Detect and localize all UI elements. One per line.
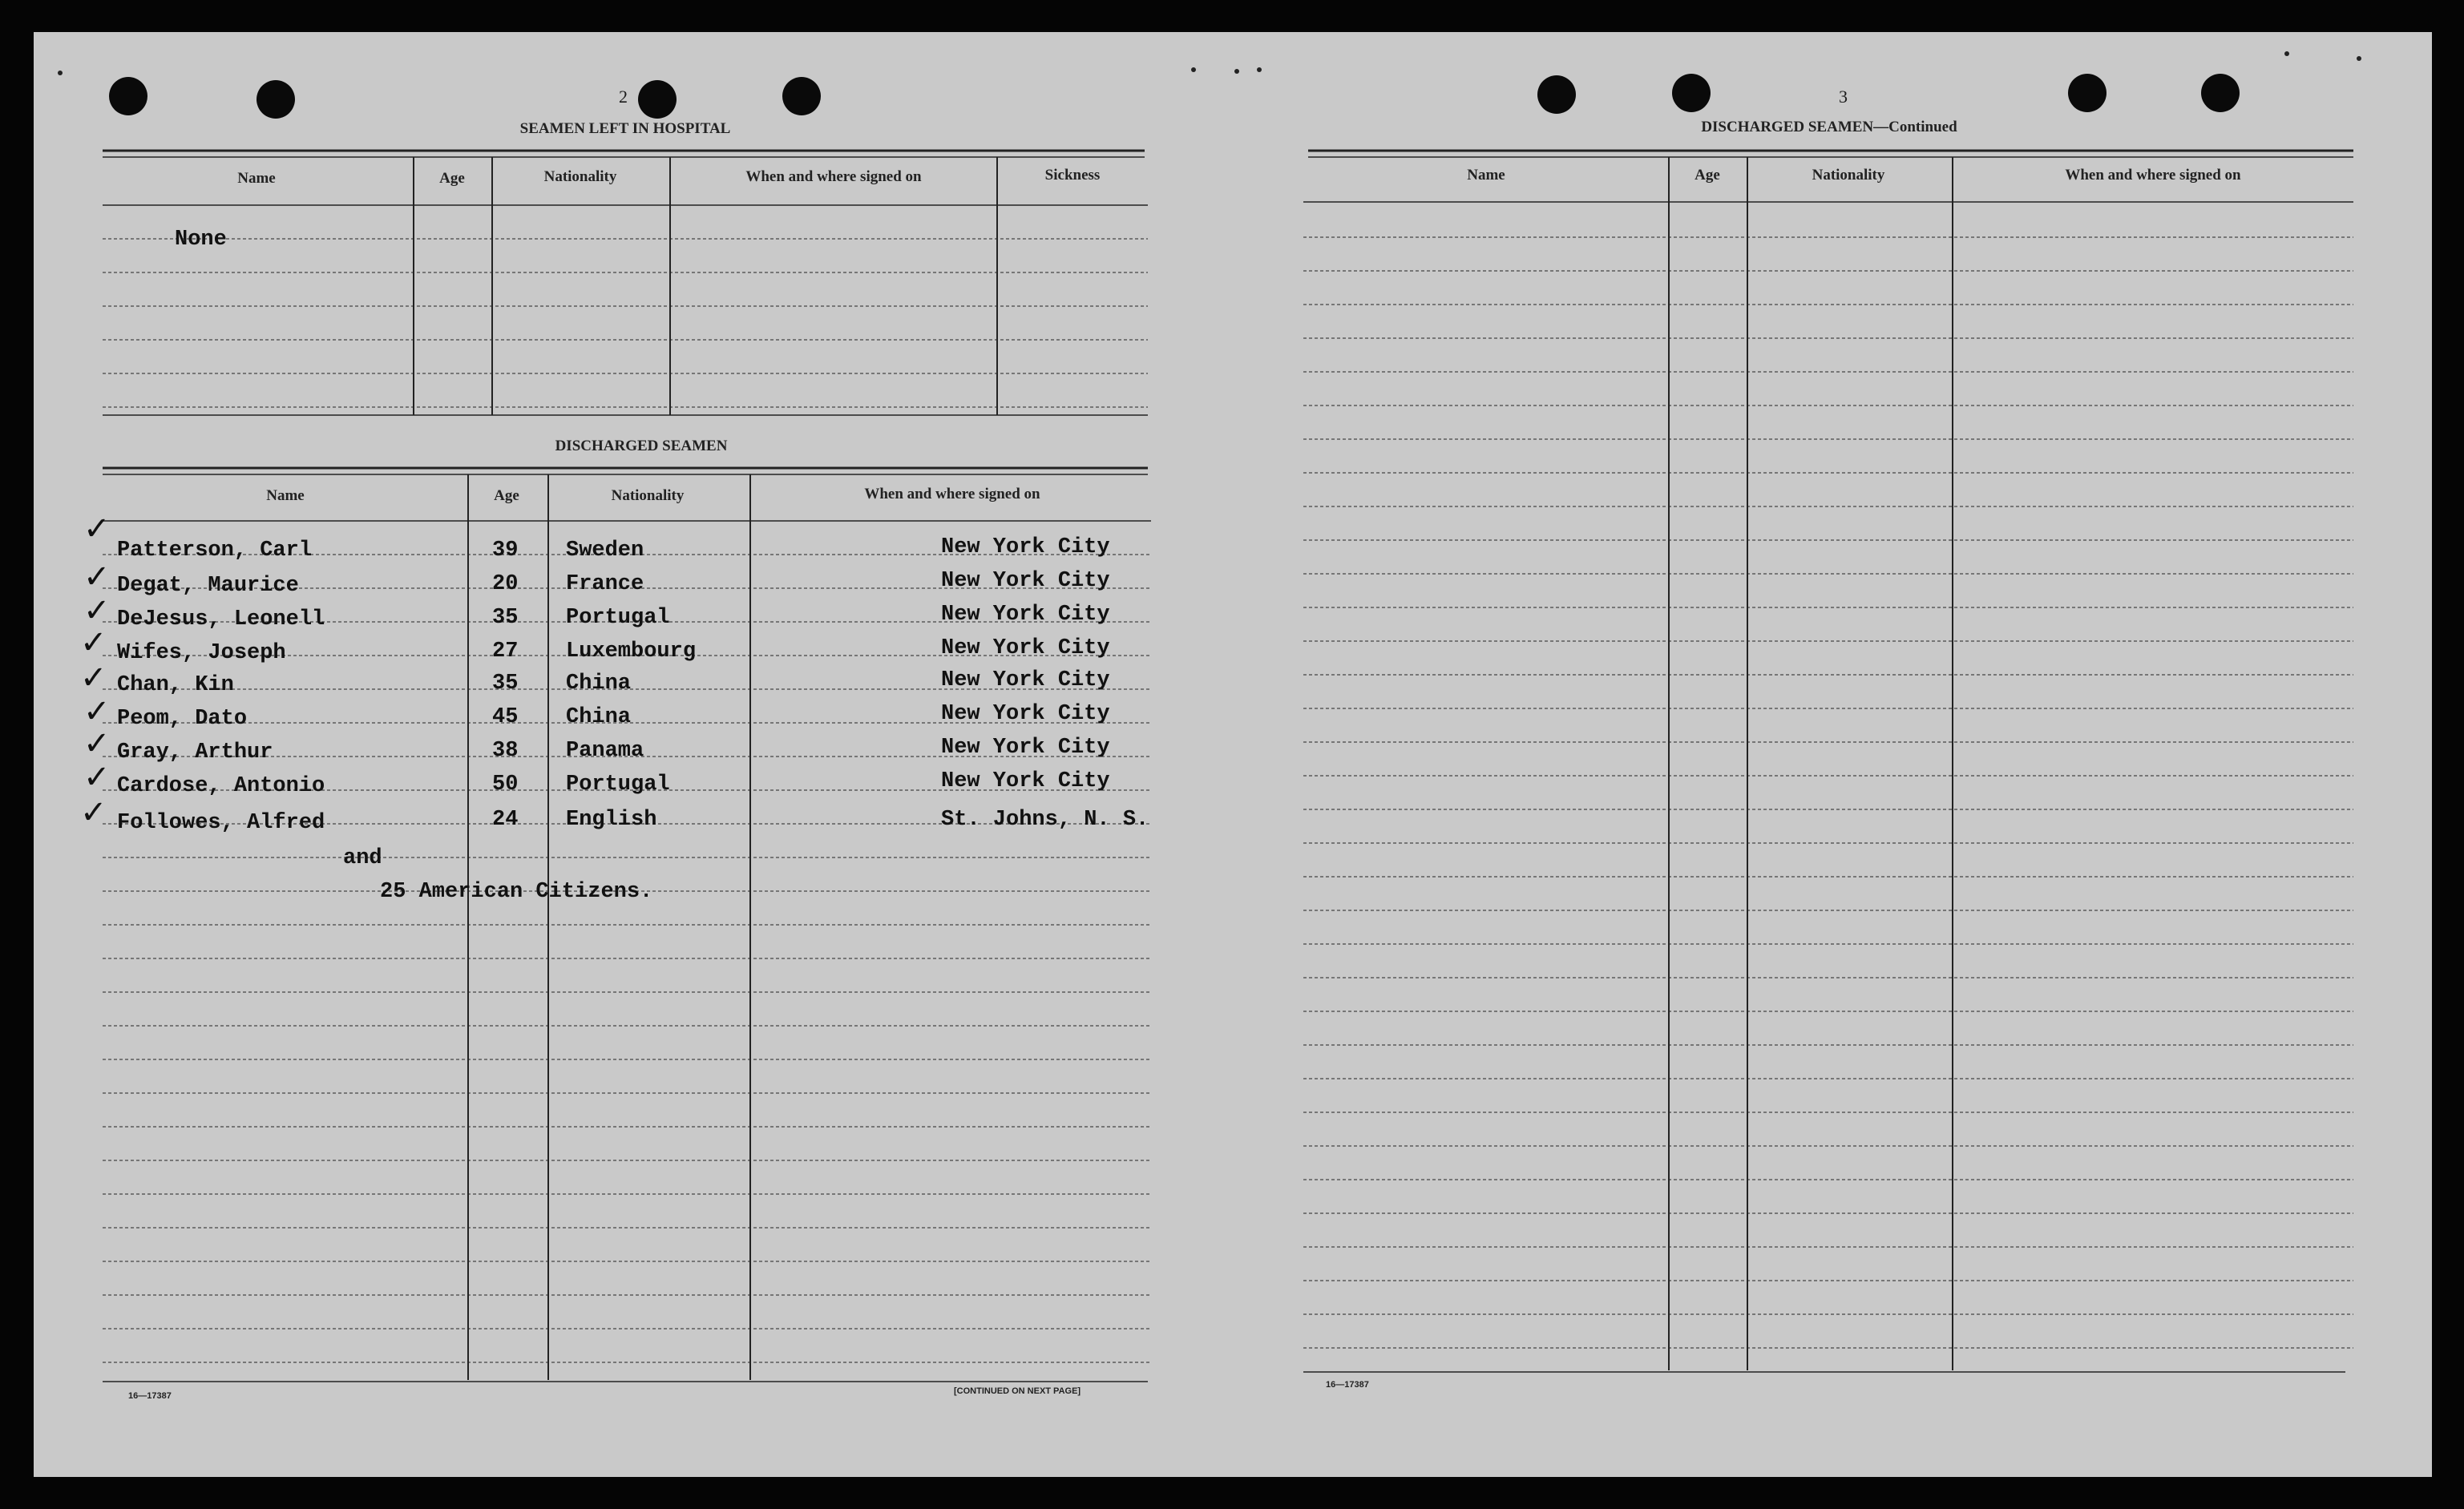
- checkmark-icon: ✓: [80, 794, 107, 831]
- checkmark-icon: ✓: [83, 725, 111, 762]
- seaman-name: Gray, Arthur: [117, 740, 273, 765]
- seaman-name: DeJesus, Leonell: [117, 607, 325, 631]
- seaman-nationality: China: [566, 705, 632, 729]
- hospital-entry-none: None: [175, 228, 227, 252]
- seaman-name: Wifes, Joseph: [117, 641, 286, 665]
- american-citizens-text: 25 American Citizens.: [380, 880, 653, 904]
- seaman-signed-on: New York City: [941, 668, 1110, 692]
- seaman-signed-on: New York City: [941, 535, 1110, 559]
- checkmark-icon: ✓: [80, 624, 107, 661]
- continued-section-title: DISCHARGED SEAMEN—Continued: [1701, 119, 1957, 135]
- continued-note: [CONTINUED ON NEXT PAGE]: [954, 1386, 1081, 1396]
- continued-col-name: Name: [1467, 167, 1505, 184]
- seaman-signed-on: New York City: [941, 769, 1110, 793]
- hospital-col-signed-on: When and where signed on: [745, 168, 922, 185]
- seaman-age: 24: [492, 808, 519, 832]
- seaman-nationality: Portugal: [566, 606, 670, 630]
- form-number-right: 16—17387: [1326, 1380, 1369, 1390]
- page-number-right: 3: [1839, 87, 1848, 107]
- hospital-section-title: SEAMEN LEFT IN HOSPITAL: [519, 120, 731, 137]
- seaman-signed-on: New York City: [941, 636, 1110, 660]
- seaman-nationality: China: [566, 672, 632, 696]
- seaman-name: Degat, Maurice: [117, 574, 299, 598]
- seaman-name: Cardose, Antonio: [117, 774, 325, 798]
- seaman-age: 50: [492, 773, 519, 797]
- seaman-age: 20: [492, 572, 519, 596]
- hospital-col-nationality: Nationality: [543, 168, 617, 185]
- seaman-nationality: Panama: [566, 739, 644, 763]
- form-number-left: 16—17387: [128, 1391, 172, 1401]
- seaman-signed-on: New York City: [941, 736, 1110, 760]
- checkmark-icon: ✓: [83, 559, 111, 595]
- seaman-nationality: Sweden: [566, 539, 644, 563]
- discharged-col-age: Age: [494, 487, 519, 504]
- seaman-signed-on: New York City: [941, 603, 1110, 627]
- seaman-nationality: France: [566, 572, 644, 596]
- seaman-nationality: Portugal: [566, 773, 670, 797]
- seaman-name: Patterson, Carl: [117, 539, 313, 563]
- checkmark-icon: ✓: [83, 592, 111, 629]
- discharged-col-name: Name: [266, 487, 305, 504]
- hospital-col-age: Age: [439, 170, 465, 187]
- discharged-section-title: DISCHARGED SEAMEN: [555, 438, 728, 454]
- and-text: and: [343, 846, 382, 870]
- seaman-signed-on: New York City: [941, 569, 1110, 593]
- checkmark-icon: ✓: [83, 759, 111, 796]
- seaman-age: 39: [492, 539, 519, 563]
- seaman-age: 45: [492, 705, 519, 729]
- hospital-col-sickness: Sickness: [1044, 167, 1101, 184]
- continued-col-signed-on: When and where signed on: [2065, 167, 2241, 184]
- seaman-age: 35: [492, 672, 519, 696]
- seaman-signed-on: St. Johns, N. S.: [941, 808, 1149, 832]
- continued-col-age: Age: [1695, 167, 1720, 184]
- page-number-left: 2: [619, 87, 628, 107]
- seaman-age: 38: [492, 739, 519, 763]
- seaman-name: Peom, Dato: [117, 707, 248, 731]
- seaman-signed-on: New York City: [941, 702, 1110, 726]
- seaman-nationality: English: [566, 808, 657, 832]
- checkmark-icon: ✓: [83, 510, 111, 547]
- continued-col-nationality: Nationality: [1812, 167, 1885, 184]
- seaman-name: Followes, Alfred: [117, 811, 325, 835]
- checkmark-icon: ✓: [80, 660, 107, 696]
- seaman-age: 27: [492, 640, 519, 664]
- discharged-col-signed-on: When and where signed on: [864, 486, 1040, 502]
- seaman-nationality: Luxembourg: [566, 640, 697, 664]
- seaman-age: 35: [492, 606, 519, 630]
- discharged-col-nationality: Nationality: [611, 487, 685, 504]
- checkmark-icon: ✓: [83, 693, 111, 730]
- hospital-col-name: Name: [237, 170, 276, 187]
- seaman-name: Chan, Kin: [117, 673, 234, 697]
